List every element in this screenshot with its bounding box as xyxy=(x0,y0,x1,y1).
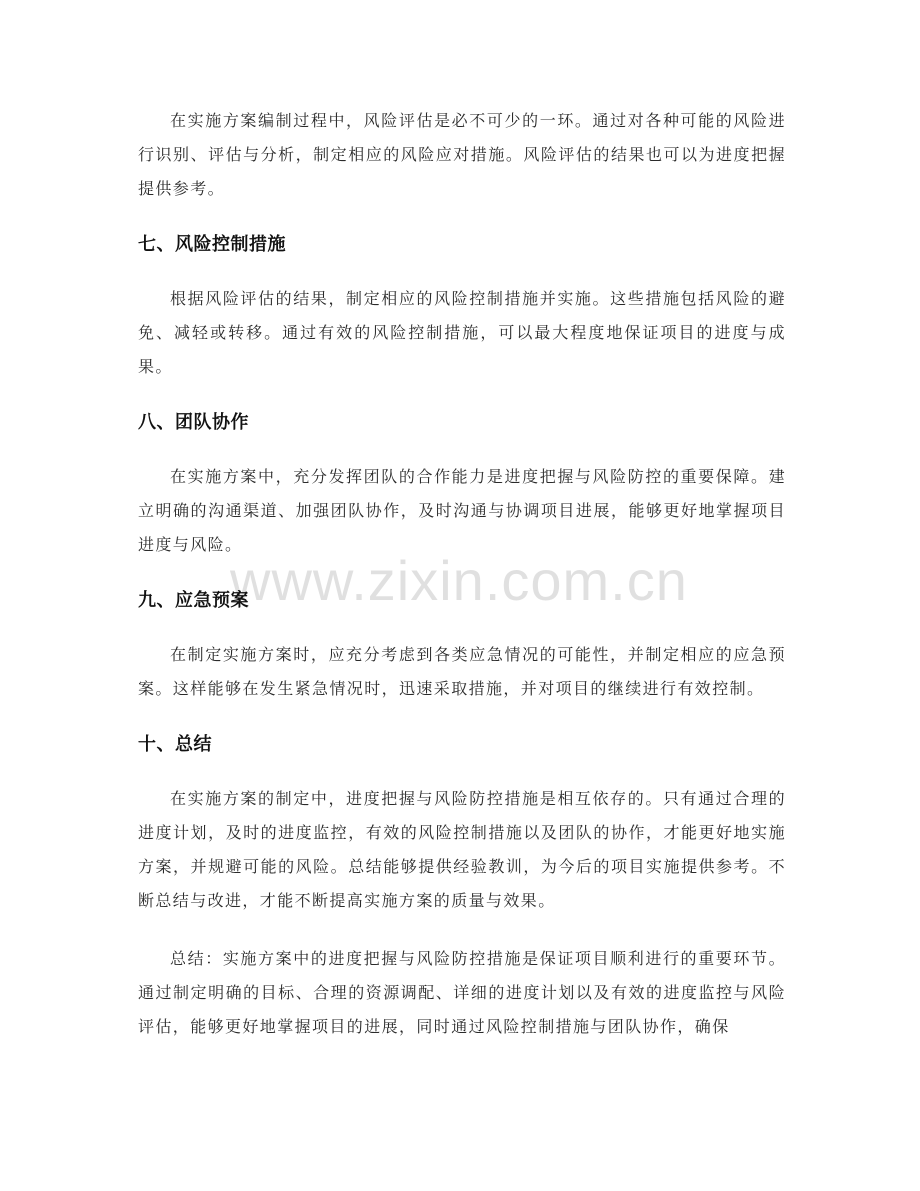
paragraph-team-collaboration: 在实施方案中，充分发挥团队的合作能力是进度把握与风险防控的重要保障。建立明确的沟通渠道、加强团队协作，及时沟通与协调项目进展，能够更好地掌握项目进度与风险。 xyxy=(138,467,786,554)
heading-emergency-plan: 九、应急预案 xyxy=(138,590,249,611)
watermark-text: www.zixin.com.cn xyxy=(230,549,688,612)
document-body xyxy=(138,104,786,1044)
heading-risk-control: 七、风险控制措施 xyxy=(138,234,286,255)
heading-team-collaboration: 八、团队协作 xyxy=(138,412,249,433)
paragraph-risk-assessment: 在实施方案编制过程中，风险评估是必不可少的一环。通过对各种可能的风险进行识别、评估与分析，制定相应的风险应对措施。风险评估的结果也可以为进度把握提供参考。 xyxy=(138,111,786,198)
paragraph-summary: 在实施方案的制定中，进度把握与风险防控措施是相互依存的。只有通过合理的进度计划，及时的进度监控，有效的风险控制措施以及团队的协作，才能更好地实施方案，并规避可能的风险。总结能够提供经验教训，为今后的项目实施提供参考。不断总结与改进，才能不断提高实施方案的质量与效果。 xyxy=(138,789,786,910)
paragraph-conclusion: 总结：实施方案中的进度把握与风险防控措施是保证项目顺利进行的重要环节。通过制定明确的目标、合理的资源调配、详细的进度计划以及有效的进度监控与风险评估，能够更好地掌握项目的进展，同时通过风险控制措施与团队协作，确保 xyxy=(138,949,786,1036)
paragraph-emergency-plan: 在制定实施方案时，应充分考虑到各类应急情况的可能性，并制定相应的应急预案。这样能够在发生紧急情况时，迅速采取措施，并对项目的继续进行有效控制。 xyxy=(138,645,786,698)
heading-summary: 十、总结 xyxy=(138,734,212,755)
paragraph-risk-control: 根据风险评估的结果，制定相应的风险控制措施并实施。这些措施包括风险的避免、减轻或转移。通过有效的风险控制措施，可以最大程度地保证项目的进度与成果。 xyxy=(138,289,786,376)
